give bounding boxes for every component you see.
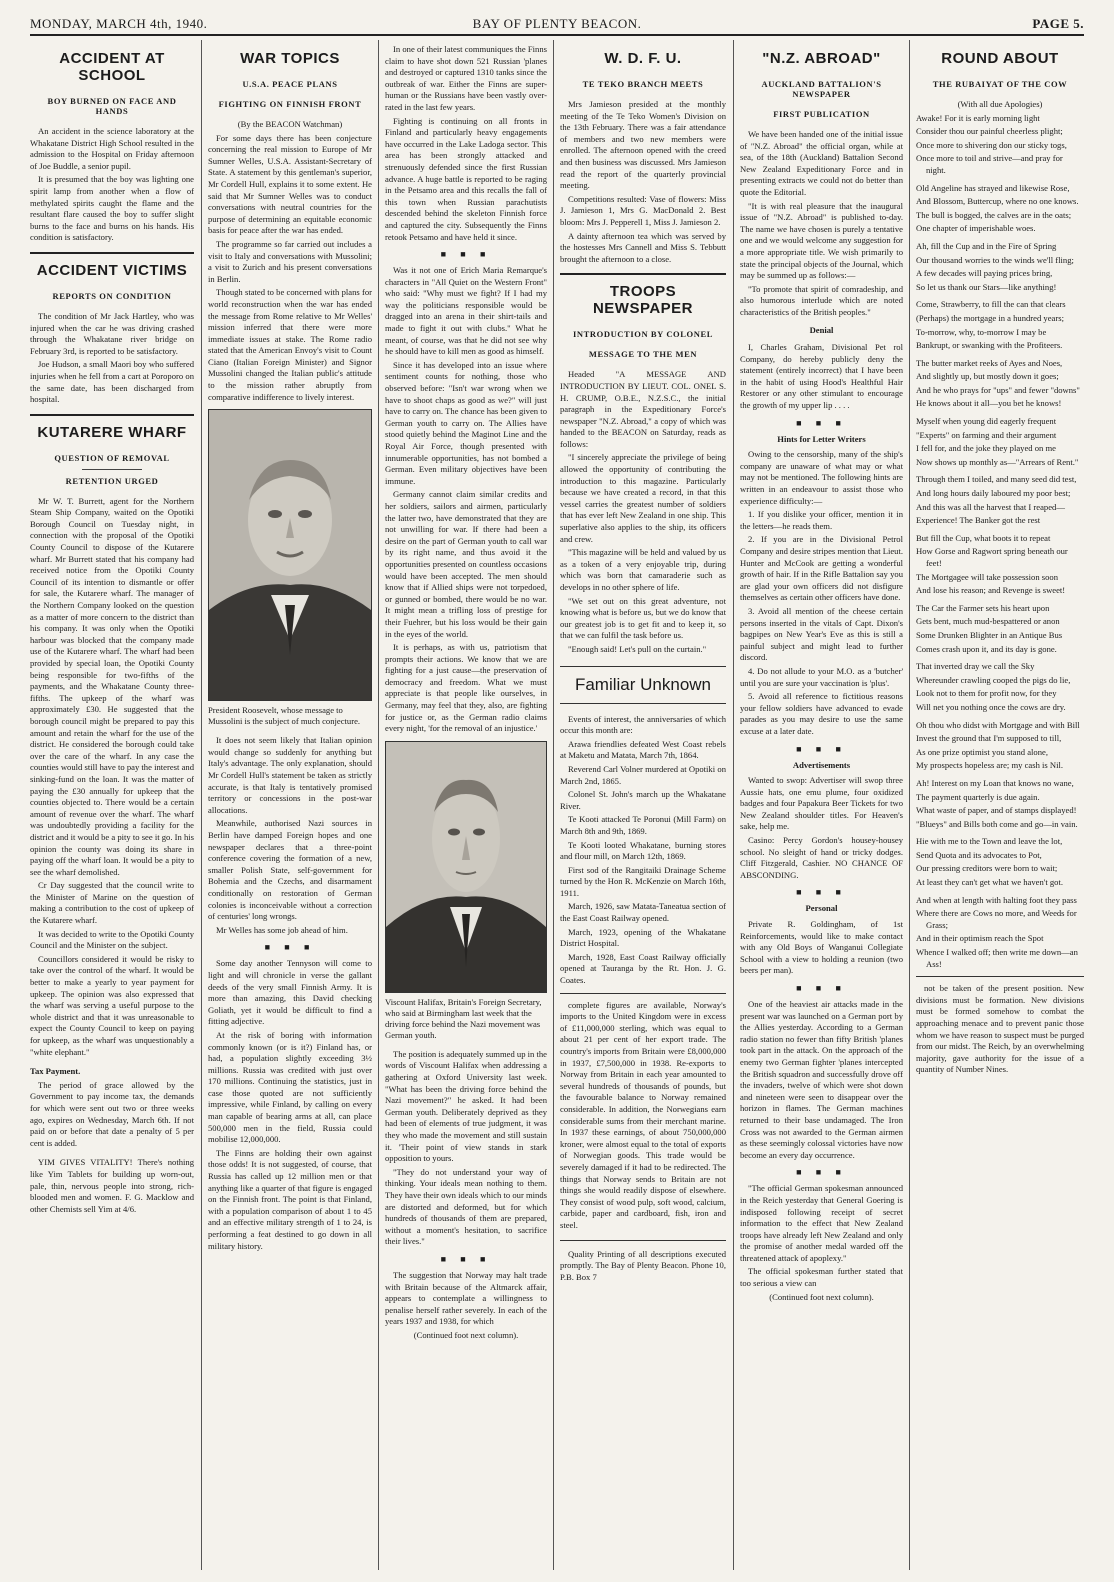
paragraph: Cr Day suggested that the council write to the Minister of Marine on the question of making a contribution to the cost of upkeep of the Kutarere wharf. [30,880,194,926]
separator-dots: ■ ■ ■ [796,1167,847,1178]
paragraph: For some days there has been conjecture concerning the real mission to Europe of Mr Sumner Welles, U.S.A. Assistant-Secretary of State. A statement by this gentleman's superior, Mr Cordell Hull, explains it to some extent. He said that Mr Sumner Welles was to conduct conversations with neutral countries for the purpose of determining an equitable economic basis for peace after the war has ended. [208,132,372,236]
poem-line: But fill the Cup, what boots it to repeat [916,532,1051,543]
paragraph: Joe Hudson, a small Maori boy who suffered injuries when he fell from a cart at Poroporo on the same date, has been discharged from hospital. [30,359,194,405]
anniversary-item: Colonel St. John's march up the Whakatane River. [560,789,726,811]
paragraph: It is perhaps, as with us, patriotism that prompts their actions. We know that we are fighting for a just cause—the preservation of democracy and freedom. What we must appreciate is that people like ourselves, in Germany, may feel that they, also, are fighting for justice or, as the German radio claims every night, 'for the removal of an injustice.' [385,642,547,734]
column-rule [201,40,202,1570]
poem-line: Once more to shivering don our sticky togs, [916,139,1067,150]
headline-accident-at-school: ACCIDENT AT SCHOOL [59,50,165,84]
paragraph: The position is adequately summed up in the words of Viscount Halifax when addressing a gathering at Oxford University last week. "What has been the driving force behind the Nazi movement?" he asked. It had been German youth. Deliberately deprived as they had been of elements of true judgment, it was they who made the movement and still sustain it. 'Their point of view stands in stark opposition to yours. [385,1048,547,1164]
divider [30,414,194,416]
paragraph: We have been handed one of the initial issue of "N.Z. Abroad" the official organ, while at sea, of the 18th (Auckland) Battalion Second New Zealand Expeditionary Force and in presenting extracts we could not do better than quote the Editorial. [740,129,903,197]
divider [82,469,142,470]
poem-line: To-morrow, why, to-morrow I may be [916,326,1047,337]
poem-line: Ah, fill the Cup and in the Fire of Spring [916,240,1057,251]
poem-line: Through them I toiled, and many seed did test, [916,474,1077,485]
divider [916,976,1084,977]
paragraph: Headed "A MESSAGE AND INTRODUCTION BY LIEUT. COL. ONEL S. H. CRUMP, O.B.E., N.Z.S.C., the initial paragraph in the Expeditionary Force's newspaper "N.Z. Abroad," a copy of which was handed to the BEACON on Saturday, reads as follows: [560,369,726,449]
photo-caption: President Roosevelt, whose message to Mussolini is the subject of much conjecture. [208,705,361,727]
paragraph: The suggestion that Norway may halt trade with Britain because of the Altmarck affair, appears to contemplate a willingness to penalise herself rather severely. In each of the years 1937 and 1938, for which [385,1269,547,1327]
continued-note: (Continued foot next column). [769,1291,874,1302]
paragraph: complete figures are available, Norway's imports to the United Kingdom were in excess of £11,000,000 sterling, which was equal to about 21 per cent of her export trade. The country's imports from Britain were £8,000,000 in 1937, £7,500,000 in 1938. Re-exports to Norway from Britain in each year amounted to several hundreds of thousands of pounds, but the favourable balance to Norway remained considerable. In addition, the Norwegians earn considerable sums from their merchant marine. In 1937 these earnings, of about 750,000,000 kroner, were almost equal to the total of exports of Norwegian goods. This trade would be severely damaged if it had to be redirected. The things that Norway sends to Britain are not things she would readily dispose of elsewhere. They consist of wood pulp, soft wood, calcium, carbide, paper and cardboard, fish, iron and steel. [560,999,726,1230]
poem-line: That inverted dray we call the Sky [916,661,1035,672]
poem-line: Oh thou who didst with Mortgage and with Bill [916,719,1080,730]
subhead: BOY BURNED ON FACE AND HANDS [47,96,177,116]
section-heading: Advertisements [792,759,851,770]
poem-line: One chapter of imperishable woes. [916,223,1036,234]
column-4 [560,44,726,1572]
column-rule [553,40,554,1570]
paragraph: An accident in the science laboratory at the Whakatane District High School resulted in the admission to the Hospital on Friday afternoon of Joe Buddle, a senior pupil. [30,126,194,171]
subhead: U.S.A. PEACE PLANS [242,79,338,89]
section-heading: Hints for Letter Writers [777,433,866,444]
paragraph: I, Charles Graham, Divisional Pet rol Company, do hereby publicly deny the statement (entirely incorrect) that I have been in the habit of using Hood's Healthful Hair Restorer or any other stimulant to encourage the growth of my upper lip . . . . [740,342,903,411]
subhead: AUCKLAND BATTALION'S NEWSPAPER [761,79,882,99]
issue-date: MONDAY, MARCH 4th, 1940. [30,16,208,31]
paragraph: Casino: Percy Gordon's housey-housey school. No sleight of hand or tricky dodges. Cliff Fitzgerald, Cashier. NO CHANCE OF ABSCONDING. [740,835,903,880]
poem-line: And he who prays for "ups" and fewer "downs" [916,384,1080,395]
paragraph: Mr W. T. Burrett, agent for the Northern Steam Ship Company, waited on the Opotiki Borough Council on Tuesday night, in connection with the proposal of the Opotiki County Council to dispose of the Kutarere wharf. Mr Burrett stated that his company had received notice from the Opotiki County Council of its intention to dismantle or offer for sale, the Kutarere wharf. The manager of the Northern Company looked on the question as a matter of more concern to the district than his company. It was only when the Opotiki harbour was blocked that the company made use of the Kutarere wharf. The wharf had been provided by special loan, the Opotiki County being responsible for two-fifths of the payments, and the Whakatane County three-fifths. The upkeep of the wharf was approximately £30. He suggested that the borough council might be prepared to pay this amount and retain the wharf for the use of the district. He considered the borough could take over the care of the wharf. In any case the counties would still have to pay the interest and sinking-fund on the loan. It was the matter of paying the £30 annually for upkeep that the counties objected to. There would be a certain amount of revenue over the wharf. The wharf was undoubtedly providing a facility for the district and it would be a pity to see it go. In his opinion the county was doing its share in paying off the wharf loan. It would be a pity to see the wharf demolished. [30,495,194,877]
poem-line: How Gorse and Ragwort spring beneath our feet! [916,546,1068,568]
poem-line: What waste of paper, and of stamps displayed! [916,805,1077,816]
poem-line: Look not to them for profit now, for they [916,688,1057,699]
paragraph: Wanted to swop: Advertiser will swop three Aussie hats, one emu plume, four oxidized badges and four Papakura Beer Tickets for two New Zealand shoulder titles. For Heaven's sake, help me. [740,775,903,832]
column-6 [916,44,1084,1572]
separator-dots: ■ ■ ■ [440,1253,492,1264]
continued-text: not be taken of the present position. New divisions must be formation. New divisions must be formed somehow to combat the approaching menace and to prevent panic those whom we have reason to suspect must be purged from our midst. The Reich, by an overwhelming majority, gave authority for the issue of a quantity of Number Nines. [916,983,1084,1075]
halifax-portrait [385,741,547,993]
paragraph: "We set out on this great adventure, not knowing what is before us, but we do know that our greatest job is to get fit and to keep it, so that we can fulfil the task before us. [560,595,726,641]
anniversary-item: Arawa friendlies defeated West Coast rebels at Maketu and Matata, March 7th, 1864. [560,738,726,761]
poem-line: "Blueys" and Bills both come and go—in vain. [916,818,1078,829]
familiar-unknown-header [560,666,726,704]
poem-line: Gets bent, much mud-bespattered or anon [916,616,1060,627]
subhead: FIGHTING ON FINNISH FRONT [218,99,362,109]
paragraph: "I sincerely appreciate the privilege of being allowed the opportunity of contributing the introduction to this magazine. Particularly because we have created a record, in that this vessel carries the greatest number of soldiers that has ever left New Zealand in one ship. This superlative also applies to the ship, its officers and crew. [560,452,726,544]
headline-round-about: ROUND ABOUT [941,50,1059,67]
paragraph: Owing to the censorship, many of the ship's company are unaware of what may or what may not be mentioned. The following hints are written in an endeavour to assist those who experience difficulty:— [740,449,903,506]
poem-line: I fell for, and the joke they played on me [916,443,1056,454]
poem-line: My prospects hopeless are; my cash is Nil. [916,760,1064,771]
poem-line: Hie with me to the Town and leave the lot, [916,836,1063,847]
separator-dots: ■ ■ ■ [264,942,316,953]
divider [560,993,726,994]
subhead: MESSAGE TO THE MEN [588,349,698,360]
column-rule [909,40,910,1570]
printing-advertisement: Quality Printing of all descriptions executed promptly. The Bay of Plenty Beacon. Phone 10, P.B. Box 7 [560,1248,726,1282]
column-5 [740,44,903,1572]
subhead: REPORTS ON CONDITION [52,290,172,301]
paragraph: "To promote that spirit of comradeship, and also humorous interlude which are noted characteristics of the British peoples." [740,283,903,317]
subhead: THE RUBAIYAT OF THE COW [932,79,1068,89]
newspaper-name: BAY OF PLENTY BEACON. [472,16,642,31]
poem-line: And slightly up, but mostly down it goes; [916,371,1059,382]
headline-accident-victims: ACCIDENT VICTIMS [36,261,188,279]
poem-line: "Experts" on farming and their argument [916,429,1057,440]
poem-line: Old Angeline has strayed and likewise Rose, [916,182,1070,193]
paragraph: Some day another Tennyson will come to light and will chronicle in verse the gallant deeds of the very small Finnish Army. It is more than amazing, this David checking Goliath, yet it would be difficult to find a fitting adjective. [208,958,372,1027]
poem-line: Myself when young did eagerly frequent [916,416,1057,427]
paragraph: Competitions resulted: Vase of flowers: Miss J. Jamieson 1, Mrs G. MacDonald 2. Best bloom: Mrs J. Pepperell 1, Miss J. Jamieson 2. [560,193,726,227]
paragraph: Councillors considered it would be risky to take over the control of the wharf. It would be better to make a yearly to year payment for upkeep. The opinion was also expressed that the wharf was serving a useful purpose to the whole district and that it was unreasonable to expect the County Council to keep on paying for upkeep, as the wharf was unquestionably a "white elephant." [30,953,194,1057]
divider [560,1240,726,1241]
tax-payment-heading: Tax Payment. [30,1066,81,1077]
subhead: FIRST PUBLICATION [773,109,870,119]
poem-line: And long hours daily laboured my poor best; [916,488,1071,499]
paragraph: The period of grace allowed by the Government to pay income tax, the demands for which were sent out two or three weeks ago, expires on Wednesday, March 6th. If not paid on or before that date a penalty of 5 per cent is added. [30,1079,194,1148]
paragraph: Since it has developed into an issue where sentiment counts for nothing, those who observed before: "Isn't war wrong when we have to shoot chaps as good as we?" will just have to carry on. The chance has been given to German youth to carry on. The Allies have stood quietly behind the Maginot Line and the Royal Air Force, though presented with innumerable opportunities, has not bombed a German. Even military objectives have been immune. [385,359,547,486]
poem-line: So let us thank our Stars—like anything! [916,281,1057,292]
column-rule [378,40,379,1570]
separator-dots: ■ ■ ■ [440,249,492,260]
paragraph: At the risk of boring with information commonly known (or is it?) Finland has, or had, a population slightly exceeding 3½ millions. Russia was credited with just over 170 millions. Continuing the statistics, just in case those quoted are not sufficiently impressive, while Finland, by calling on every man capable of bearing arms at all, can place 500,000 men in the field, Russia could mobilise 12,000,000. [208,1029,372,1145]
poem-line: The butter market reeks of Ayes and Noes, [916,357,1063,368]
poem-line: The bull is bogged, the calves are in the oats; [916,209,1072,220]
headline-kutarere-wharf: KUTARERE WHARF [37,423,187,441]
poem-line: And Blossom, Buttercup, where no one knows. [916,196,1079,207]
paragraph: It was decided to write to the Opotiki County Council and the Minister on the subject. [30,928,194,951]
separator-dots: ■ ■ ■ [796,743,847,754]
paragraph: Germany cannot claim similar credits and her soldiers, sailors and airmen, particularly the latter two, have demonstrated that they are not unwilling for war. If there had been a desire on the part of German youth to call war by its right name, and thus avoid it the opportunities presented on countless occasions would have been accepted. The men should know that if Allied ships were not torpedoed, or gunned or bombed, there would be no war. It might mean a trifling loss of prestige for their Fuehrer, but his loss would be their gain in the eyes of the world. [385,489,547,639]
paragraph: "The official German spokesman announced in the Reich yesterday that General Goering is indisposed following receipt of secret information to the effect that New Zealand troops have already left New Zealand and only the promise of another medal warded off the threatened attack of apoplexy." [740,1183,903,1263]
poem-line: Whence I walked off; then write me down—an Ass! [916,947,1078,969]
poem-line: Where there are Cows no more, and Weeds for Grass; [916,908,1077,930]
separator-dots: ■ ■ ■ [796,983,847,993]
poem-line: Consider thou our painful cheerless plight; [916,126,1063,137]
paragraph: It is presumed that the boy was lighting one spirit lamp from another when a flow of methylated spirits caught the flame and the resultant flare caused the boy to suffer slight burns to the face and burns on his hands. His condition is satisfactory. [30,174,194,243]
yim-advertisement: YIM GIVES VITALITY! There's nothing like Yim Tablets for building up worn-out, pale, thin, nervous people into strong, rich-blooded men and women. F. G. Macklow and other Chemists sell Yim at 4/6. [30,1157,194,1214]
poem-line: Bankrupt, or swanking with the Profiteers. [916,340,1063,351]
paragraph: 2. If you are in the Divisional Petrol Company and desire stripes mention that Lieut. Hunter and McCook are getting a wonderful growth of hair. If in the Rifle Battalion say you are glad your own officers did not disfigure themselves as certain other officers have done. [740,534,903,603]
paragraph: "It is with real pleasure that the inaugural issue of "N.Z. Abroad" is published to-day. The name we have chosen is purely a tentative one and we would welcome any suggestion for a more appropriate title. We wish primarily to state the principal objects of the Journal, which may be summed up as follows:— [740,200,903,281]
paragraph: "This magazine will be held and valued by us as a token of a very enjoyable trip, during which was born that camaraderie such as develops in no other sphere of life. [560,547,726,592]
poem-verses [916,113,1084,971]
poem-line: And lose his reason; and Revenge is sweet! [916,585,1066,596]
subhead: RETENTION URGED [65,475,159,486]
roosevelt-portrait [208,409,372,701]
divider [560,273,726,275]
paragraph: The Finns are holding their own against those odds! It is not suggested, of course, that Russia has called up 12 million men or that anything like a quarter of that figure is engaged on the Finnish front. The point is that Finland, with a population comparison of about 1 to 45 and an effective military strength of 1 to 24, is performing a feat destined to go down in all military history. [208,1147,372,1251]
anniversary-item: Te Kooti looted Whakatane, burning stores and flour mill, on March 12th, 1869. [560,839,726,862]
section-heading: Personal [805,903,838,914]
paragraph: Events of interest, the anniversaries of which occur this month are: [560,713,726,736]
poem-line: Will net you nothing once the cows are dry. [916,701,1066,712]
masthead [30,14,1084,36]
poem-line: He knows about it all—you bet he knows! [916,398,1062,409]
anniversary-item: March, 1926, saw Matata-Taneatua section of the East Coast Railway opened. [560,901,726,924]
poem-line: Our pressing creditors were born to wait; [916,863,1058,874]
poem-line: Once more to toil and strive—and pray for night. [916,153,1063,175]
section-heading: Denial [809,324,834,335]
paragraph: The official spokesman further stated that too serious a view can [740,1266,903,1289]
subhead: QUESTION OF REMOVAL [54,452,170,463]
poem-line: (Perhaps) the mortgage in a hundred years; [916,312,1064,323]
paragraph: Private R. Goldingham, of 1st Reinforcements, would like to make contact with any Old Boys of Wanganui Collegiate School with a view to holding a reunion (two beers per man). [740,919,903,976]
poem-line: And in their optimism reach the Spot [916,933,1044,944]
column-2 [208,44,372,1572]
paragraph: In one of their latest communiques the Finns claim to have shot down 521 Russian 'planes and destroyed or captured 1310 tanks since the outbreak of war. Either the Finns are super-human or the Russians have been vastly over-rated in the last few years. [385,44,547,112]
subhead: TE TEKO BRANCH MEETS [582,79,704,89]
paragraph: Mrs Jamieson presided at the monthly meeting of the Te Teko Women's Division on the 13th February. There was a fair attendance of members and two new members were enrolled. The afternoon opened with the creed and then business was discussed. Mrs Jamieson read the report of the quarterly provincial meeting. [560,99,726,191]
poem-line: And when at length with halting foot they pass [916,894,1077,905]
poem-line: The Mortgagee will take possession soon [916,571,1059,582]
paragraph: One of the heaviest air attacks made in the present war was launched on a German port by the Allies yesterday. According to a German radio station no fewer than fifty British 'planes took part in the attack. On the approach of the enemy two German fighter 'planes intercepted the British squadron and successfully drove off the invaders, twelve of which were shot down and nineteen were seen to disappear over the horizon in flames. The German machines returned to their base undamaged. The Iron Cross was not awarded to the German airmen as these seemingly colossal victories have now become an every day occurrence. [740,999,903,1160]
anniversary-item: March, 1923, opening of the Whakatane District Hospital. [560,926,726,949]
headline-familiar-unknown: Familiar Unknown [574,674,712,694]
paragraph: 1. If you dislike your officer, mention it in the letters—he reads them. [740,509,903,531]
anniversary-item: Reverend Carl Volner murdered at Opotiki on March 2nd, 1865. [560,763,726,786]
anniversary-item: Te Kooti attacked Te Poronui (Mill Farm) on March 8th and 9th, 1869. [560,814,726,836]
paragraph: The condition of Mr Jack Hartley, who was injured when the car he was driving crashed through the Whakatane river bridge on February 3rd, is reported to be satisfactory. [30,310,194,356]
poem-line: Invest the ground that I'm supposed to till, [916,733,1062,744]
poem-line: At least they can't get what we haven't got. [916,877,1063,888]
poem-line: Experience! The Banker got the rest [916,515,1041,526]
poem-line: A few decades will paying prices bring, [916,268,1053,279]
paragraph: 5. Avoid all reference to fictitious reasons your fellow soldiers have advanced to evade parades as you may desire to use the same excuse at a later date. [740,691,903,736]
paragraph: The programme so far carried out includes a visit to Italy and conversations with Mussolini; a visit to Zurich and his present conversations in Berlin. [208,238,372,284]
paragraph: A dainty afternoon tea which was served by the hostesses Mrs Cannell and Miss S. Tebbutt brought the afternoon to a close. [560,230,726,264]
anniversary-item: First sod of the Rangitaiki Drainage Scheme turned by the Hon R. McKenzie on March 16th, 1911. [560,864,726,898]
poem-line: Send Quota and its advocates to Pot, [916,849,1042,860]
column-1 [30,44,194,1572]
anniversary-item: March, 1928, East Coast Railway officially opened at Tauranga by the Rt. Hon. J. G. Coates. [560,951,726,986]
paragraph: Mr Welles has some job ahead of him. [216,924,348,935]
paragraph: 4. Do not allude to your M.O. as a 'butcher' until you are sure your vaccination is 'plus'. [740,665,903,688]
poem-line: Our thousand worries to the winds we'll fling; [916,254,1074,265]
poem-line: Ah! Interest on my Loan that knows no wane, [916,777,1074,788]
poem-line: Some Drunken Blighter in an Antique Bus [916,629,1063,640]
poem-line: And this was all the harvest that I reaped— [916,501,1065,512]
paragraph: Though stated to be concerned with plans for world reconstruction when the war has ended the message from Rome relative to Mr Welles' mission inferred that there were more immediate issues at stake. The Rome radio stated that the American Envoy's visit to Count Ciano (Italian Foreign Minister) and Signor Mussolini changed the Italian public's attitude to the mission rather abruptly from comparative indifference to lively interest. [208,287,372,402]
continued-note: (Continued foot next column). [413,1329,519,1340]
byline: (By the BEACON Watchman) [237,119,343,129]
poem-line: As one prize optimist you stand alone, [916,746,1048,757]
paragraph: It does not seem likely that Italian opinion would change so suddenly for anything but Italy's advantage. The only explanation, should Mr Cordell Hull's statement be taken as strictly accurate, is that Italy is tentatively promised territory or concessions in the post-war allocations. [208,735,372,815]
headline-war-topics: WAR TOPICS [240,50,340,67]
paragraph: Was it not one of Erich Maria Remarque's characters in "All Quiet on the Western Front" who said: "Why must we fight? If I had my way the politicians responsible would be dragged into an arena in their shirt-tails and made to fight it out with clubs." What he meant, of course, was that he did not see why he should have to kill men as good as himself. [385,265,547,357]
column-rule [733,40,734,1570]
poem-line: Come, Strawberry, to fill the can that clears [916,299,1066,310]
poem-line: Whereunder crawling cooped the pigs do lie, [916,674,1071,685]
paragraph: 3. Avoid all mention of the cheese certain persons inserted in the vitals of Capt. Dixon's bagpipes on New Year's Eve as this is still a painful subject and might lead to further discord. [740,605,903,663]
poem-line: The Car the Farmer sets his heart upon [916,602,1050,613]
photo-caption: Viscount Halifax, Britain's Foreign Secretary, who said at Birmingham last week that the driving force behind the Nazi movement was German youth. [385,996,542,1040]
poem-line: Now shows up monthly as—"Arrears of Rent." [916,456,1079,467]
paragraph: "They do not understand your way of thinking. Your ideals mean nothing to them. They have their own ideals which to our minds are distorted and deformed, but for which hundreds of thousands of them are prepared, without a moment's hesitation, to sacrifice their lives." [385,1166,547,1247]
apology-note: (With all due Apologies) [957,99,1043,109]
subhead: INTRODUCTION BY COLONEL [572,329,714,340]
headline-wdfu: W. D. F. U. [604,50,682,67]
poem-line: Comes crash upon it, and its day is gone. [916,643,1057,654]
paragraph: Meanwhile, authorised Nazi sources in Berlin have damped Foreign hopes and one newspaper declares that a three-point conference covering the formation of a new, smaller Polish State, self-government for Bohemia and the Czechs, and disarmament conditionally on restoration of German colonies is inconceivable without a correction of centuries' long wrongs. [208,818,372,922]
poem-line: The payment quarterly is due again. [916,791,1040,802]
column-3 [385,44,547,1572]
poem-line: Awake! For it is early morning light [916,112,1040,123]
divider [30,252,194,254]
headline-troops-newspaper: TROOPS NEWSPAPER [592,283,694,318]
headline-nz-abroad: "N.Z. ABROAD" [762,50,881,67]
separator-dots: ■ ■ ■ [796,417,847,428]
paragraph: "Enough said! Let's pull on the curtain." [568,643,707,654]
separator-dots: ■ ■ ■ [796,887,847,898]
paragraph: Fighting is continuing on all fronts in Finland and particularly heavy engagements have occurred in the Lake Ladoga sector. This area has been strongly attacked and strenuously defended since the first Russian advance. A huge battle is reported to be raging in the Petsamo area and this recalls the fall of this town when Russian parachutists descended behind the skeleton Finnish force and captured the city. Subsequently the Finns retook Petsamo and have held it since. [385,115,547,242]
page-number: PAGE 5. [1032,16,1084,31]
